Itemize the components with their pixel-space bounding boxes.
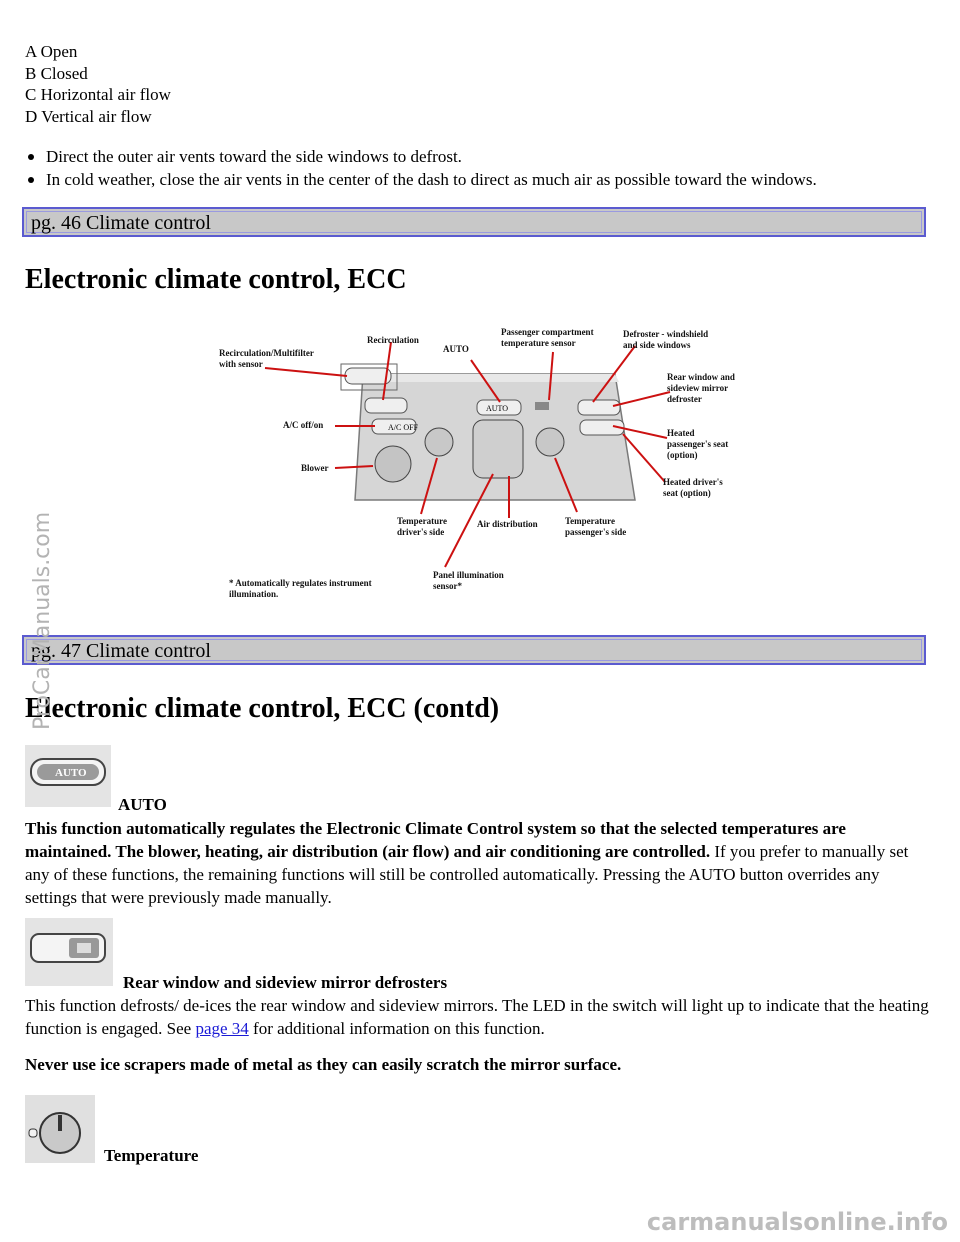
label-blower: Blower [301, 463, 329, 473]
auto-description-text: If you prefer to manually set any of these functions, the remaining functions will still be controlled automatically. Pressing the AUTO button overrides any settings that were previously made manually. [25, 842, 909, 907]
label-panel-sensor: Panel illumination sensor* [433, 570, 504, 591]
auto-button-thumbnail [25, 745, 111, 807]
air-distribution-pad [473, 420, 523, 478]
svg-text:AUTO: AUTO [55, 767, 87, 779]
list-item: Direct the outer air vents toward the side windows to defrost. [25, 145, 817, 168]
label-air-distribution: Air distribution [477, 519, 538, 529]
page-header-label: pg. 46 Climate control [31, 212, 211, 234]
label-passenger-sensor: Passenger compartment temperature sensor [501, 327, 594, 348]
defroster-button [578, 400, 620, 415]
rear-defroster-thumbnail [25, 918, 113, 986]
page-header-band [22, 635, 926, 665]
rear-defroster-caption: Rear window and sideview mirror defrosters [123, 973, 448, 992]
rear-defroster-text: This function defrosts/ de-ices the rear window and sideview mirrors. The LED in the switch will light up to indicate that the heating function is engaged. See [25, 996, 929, 1038]
auto-caption: AUTO [118, 795, 167, 814]
rear-defroster-description [25, 994, 935, 1040]
page-title: Electronic climate control, ECC [25, 264, 407, 295]
ac-button-label: A/C OFF [388, 423, 419, 432]
page-header-band [22, 207, 926, 237]
watermark-left: ProCarManuals.com [30, 511, 55, 730]
sensor-grille [535, 402, 549, 410]
label-temp-passenger: Temperature passenger's side [565, 516, 627, 537]
page-header-label: pg. 47 Climate control [31, 640, 211, 662]
rear-defroster-text-end: for additional information on this function. [248, 1019, 545, 1038]
auto-description [25, 817, 935, 909]
label-ac: A/C off/on [283, 420, 324, 430]
legend-item: C Horizontal air flow [25, 85, 171, 104]
auto-description-bold: This function automatically regulates the Electronic Climate Control system so that the selected temperatures are maintained. The blower, heating, air distribution (air flow) and air conditioning are controlled. [25, 819, 846, 861]
label-temp-driver: Temperature driver's side [397, 516, 447, 537]
driver-temp-knob [425, 428, 453, 456]
label-auto: AUTO [443, 344, 469, 354]
label-recirc-multifilter: Recirculation/Multifilter with sensor [219, 348, 314, 369]
label-rear-window: Rear window and sideview mirror defroster [667, 372, 735, 404]
recirc-multifilter-button [345, 368, 391, 384]
diagram-footnote: * Automatically regulates instrument illumination. [229, 578, 372, 599]
legend-item: A Open [25, 42, 78, 61]
vent-tips-list [25, 145, 817, 191]
section-title: Electronic climate control, ECC (contd) [25, 693, 500, 724]
label-heated-passenger: Heated passenger's seat (option) [667, 428, 729, 460]
recirculation-button [365, 398, 407, 413]
vent-legend [25, 41, 171, 127]
auto-button-label: AUTO [486, 404, 509, 413]
legend-item: B Closed [25, 63, 88, 83]
label-heated-driver: Heated driver's seat (option) [663, 477, 723, 498]
watermark-bottom-right: carmanualsonline.info [646, 1208, 948, 1236]
label-defroster: Defroster - windshield and side windows [623, 329, 709, 350]
blower-knob [375, 446, 411, 482]
label-recirculation: Recirculation [367, 335, 419, 345]
list-item: In cold weather, close the air vents in the center of the dash to direct as much air as possible toward the windows. [25, 168, 817, 191]
panel-top-edge [361, 374, 619, 382]
page-34-link[interactable]: page 34 [195, 1019, 249, 1038]
passenger-temp-knob [536, 428, 564, 456]
temperature-knob-thumbnail [25, 1095, 95, 1163]
legend-item: D Vertical air flow [25, 106, 152, 126]
temperature-caption: Temperature [104, 1146, 199, 1165]
metal-scraper-warning: Never use ice scrapers made of metal as they can easily scratch the mirror surface. [25, 1055, 622, 1074]
ecc-panel-diagram [215, 322, 755, 607]
